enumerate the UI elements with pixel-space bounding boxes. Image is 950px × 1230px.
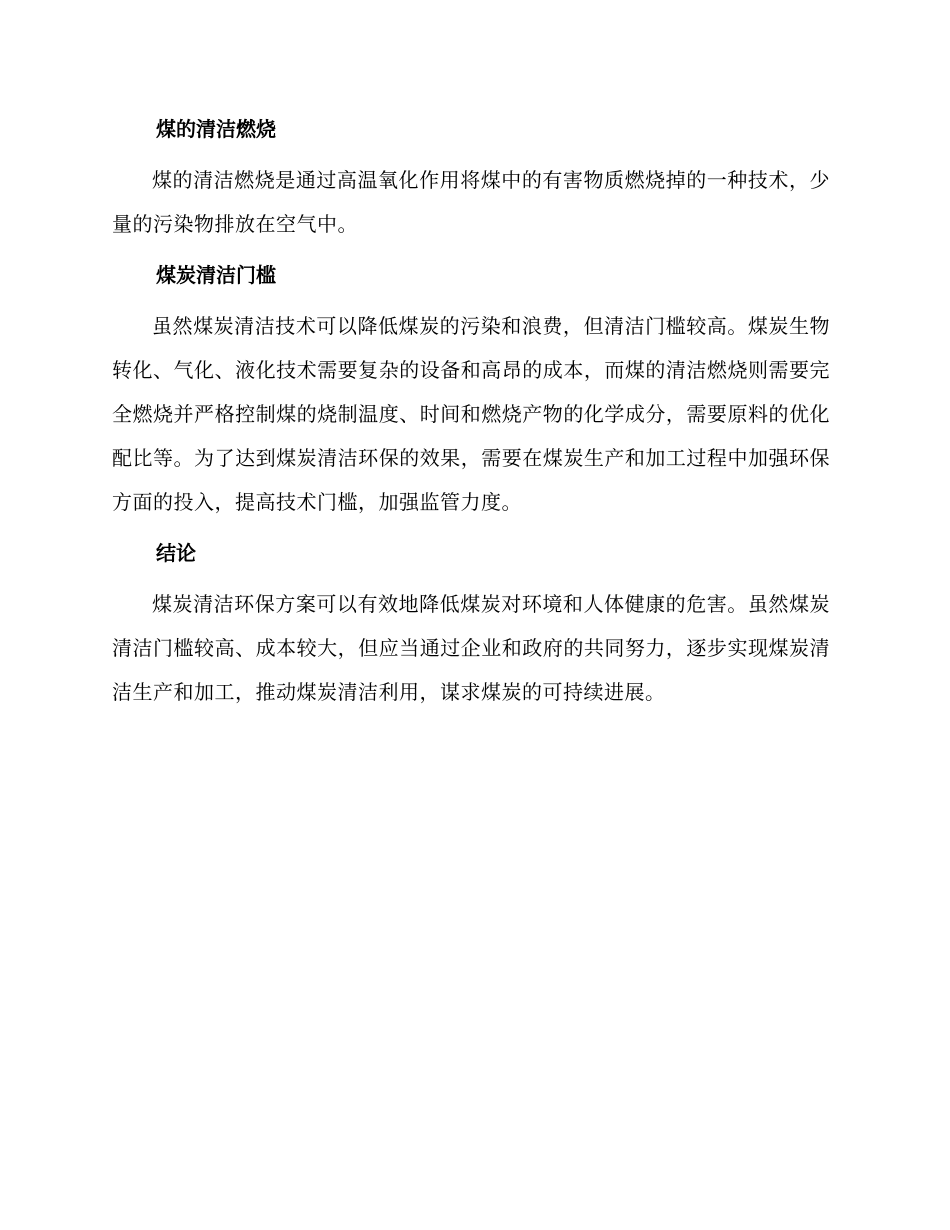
section-paragraph-clean-combustion: 煤的清洁燃烧是通过高温氧化作用将煤中的有害物质燃烧掉的一种技术，少量的污染物排放在空气中。	[112, 168, 830, 236]
section-paragraph-clean-threshold: 虽然煤炭清洁技术可以降低煤炭的污染和浪费，但清洁门槛较高。煤炭生物转化、气化、液化技术需要复杂的设备和高昂的成本，而煤的清洁燃烧则需要完全燃烧并严格控制煤的烧制温度、时间和燃烧产物的化学成分，需要原料的优化配比等。为了达到煤炭清洁环保的效果，需要在煤炭生产和加工过程中加强环保方面的投入，提高技术门槛，加强监管力度。	[112, 314, 830, 514]
section-heading-conclusion: 结论	[156, 541, 196, 565]
section-paragraph-conclusion: 煤炭清洁环保方案可以有效地降低煤炭对环境和人体健康的危害。虽然煤炭清洁门槛较高、成本较大，但应当通过企业和政府的共同努力，逐步实现煤炭清洁生产和加工，推动煤炭清洁利用，谋求煤炭的可持续进展。	[112, 592, 830, 704]
section-heading-clean-combustion: 煤的清洁燃烧	[156, 117, 276, 141]
document-page	[112, 110, 830, 724]
section-heading-clean-threshold: 煤炭清洁门槛	[156, 263, 276, 287]
